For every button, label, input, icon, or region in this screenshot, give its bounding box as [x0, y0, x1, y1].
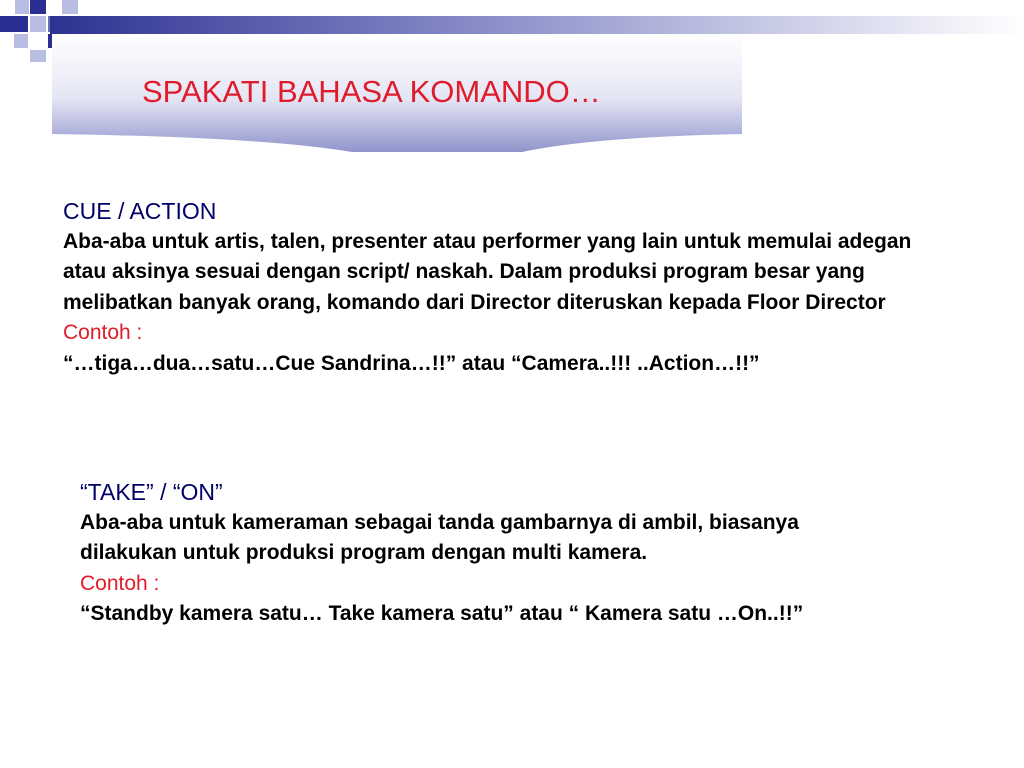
section-heading: “TAKE” / “ON”	[80, 479, 223, 505]
decor-square	[30, 16, 46, 32]
example-text: “Standby kamera satu… Take kamera satu” atau “ Kamera satu …On..!!”	[80, 602, 804, 625]
decor-square	[30, 50, 46, 62]
example-label: Contoh :	[80, 571, 160, 595]
example-label: Contoh :	[63, 321, 143, 344]
example-text: “…tiga…dua…satu…Cue Sandrina…!!” atau “Camera..!!! ..Action…!!”	[63, 351, 760, 375]
slide-title: SPAKATI BAHASA KOMANDO…	[142, 74, 601, 109]
title-banner	[52, 34, 742, 154]
decor-square	[62, 0, 78, 14]
section-take-on	[80, 477, 870, 630]
decor-square	[15, 0, 29, 14]
decor-square	[0, 16, 28, 32]
section-cue-action	[63, 196, 943, 379]
decor-square	[14, 34, 28, 48]
top-gradient-bar	[50, 16, 1024, 34]
section-heading: CUE / ACTION	[63, 198, 217, 224]
decor-square	[30, 0, 46, 14]
section-body: Aba-aba untuk artis, talen, presenter atau performer yang lain untuk memulai adegan atau aksinya sesuai dengan script/ naskah. Dalam produksi program besar yang melibatkan banyak orang, komando dari Director diteruskan kepada Floor Director	[63, 229, 912, 314]
section-body: Aba-aba untuk kameraman sebagai tanda gambarnya di ambil, biasanya dilakukan untuk produksi program dengan multi kamera.	[80, 510, 799, 564]
